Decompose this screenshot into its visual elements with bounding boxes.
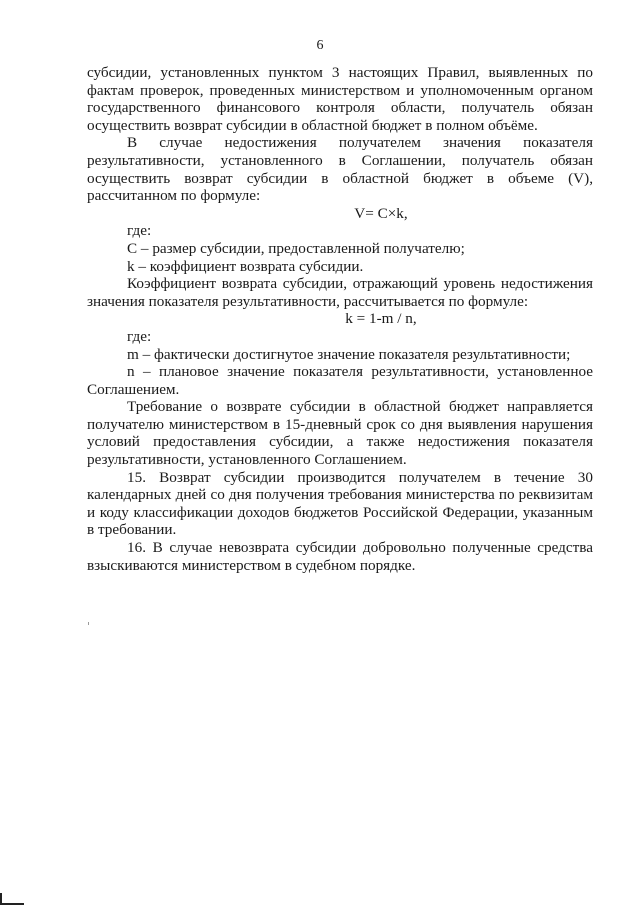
where-label-1: где: [127, 222, 152, 240]
paragraph-refund-partial: В случае недостижения получателем значения показателя результативности, установленного в Соглашении, получатель обязан осуществить возврат субсидии в областной бюджет в объеме (V), рассчитанном по формуле: [87, 134, 593, 205]
definition-k: k – коэффициент возврата субсидии. [127, 257, 364, 275]
paragraph-refund-full: субсидии, установленных пунктом 3 настоящих Правил, выявленных по фактам проверок, проведенных министерством и уполномоченным органом государственного финансового контроля области, получатель обязан осуществить возврат субсидии в областной бюджет в полном объёме. [87, 64, 593, 134]
paragraph-15: 15. Возврат субсидии производится получателем в течение 30 календарных дней со дня получения требования министерства по реквизитам и коду классификации доходов бюджетов Российской Федерации, указанным в требовании. [87, 468, 593, 539]
paragraph-16: 16. В случае невозврата субсидии добровольно полученные средства взыскиваются министерством в судебном порядке. [87, 539, 593, 574]
where-label-2: где: [127, 327, 152, 345]
paragraph-coefficient: Коэффициент возврата субсидии, отражающий уровень недостижения значения показателя результативности, рассчитывается по формуле: [87, 275, 593, 310]
document-body [87, 64, 593, 574]
paragraph-demand: Требование о возврате субсидии в областной бюджет направляется получателю министерством в 15-дневный срок со дня выявления нарушения условий предоставления субсидии, а также недостижения показателя результативности, установленного Соглашением. [87, 398, 593, 469]
formula-k: k = 1-m / n, [345, 310, 417, 328]
definition-n: n – плановое значение показателя результативности, установленное Соглашением. [87, 363, 593, 398]
definition-m: m – фактически достигнутое значение показателя результативности; [127, 345, 571, 363]
definition-c: C – размер субсидии, предоставленной получателю; [127, 239, 465, 257]
page-number: 6 [316, 38, 324, 53]
formula-v: V= C×k, [354, 204, 408, 222]
scan-speck [88, 622, 89, 625]
